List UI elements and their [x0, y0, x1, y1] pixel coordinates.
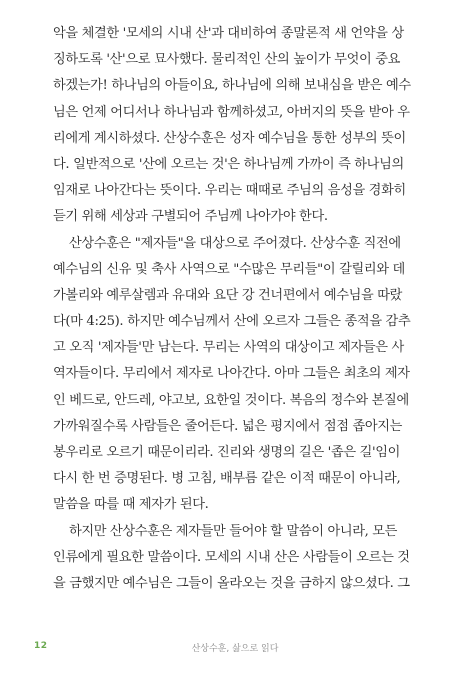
- text-line: 님은 언제 어디서나 하나님과 함께하셨고, 아버지의 뜻을 받아 우: [53, 104, 410, 120]
- text-line: 말씀을 따를 때 제자가 된다.: [53, 497, 209, 513]
- text-line: 역자들이다. 무리에서 제자로 나아간다. 아마 그들은 최초의 제자: [53, 366, 410, 382]
- text-line: 산상수훈은 "제자들"을 대상으로 주어졌다. 산상수훈 직전에: [69, 235, 401, 251]
- text-line: 가까워질수록 사람들은 줄어든다. 넓은 평지에서 점점 좁아지는: [53, 418, 403, 434]
- text-line: 다(마 4:25). 하지만 예수님께서 산에 오르자 그들은 종적을 감추: [53, 314, 411, 330]
- text-line: 다시 한 번 증명된다. 병 고침, 배부름 같은 이적 때문이 아니라,: [53, 471, 401, 487]
- text-line: 리에게 계시하셨다. 산상수훈은 성자 예수님을 통한 성부의 뜻이: [53, 130, 406, 146]
- paragraph-3: [53, 519, 427, 598]
- text-line: 봉우리로 오르기 때문이리라. 진리와 생명의 길은 '좁은 길'임이: [53, 445, 401, 460]
- text-line: 징하도록 '산'으로 묘사했다. 물리적인 산의 높이가 무엇이 중요: [53, 52, 401, 68]
- text-line: 다. 일반적으로 '산에 오르는 것'은 하나님께 가까이 즉 하나님의: [53, 156, 404, 172]
- text-line: 고 오직 '제자들'만 남는다. 무리는 사역의 대상이고 제자들은 사: [53, 340, 404, 356]
- text-line: 임재로 나아간다는 뜻이다. 우리는 때때로 주님의 음성을 경화히: [53, 183, 406, 199]
- text-line: 듣기 위해 세상과 구별되어 주님께 나아가야 한다.: [53, 209, 328, 225]
- text-line: 하겠는가! 하나님의 아들이요, 하나님에 의해 보내심을 받은 예수: [53, 78, 411, 94]
- text-line: 악을 체결한 '모세의 시내 산'과 대비하여 종말론적 새 언약을 상: [53, 26, 404, 41]
- running-title: 산상수훈, 삶으로 읽다: [191, 644, 279, 654]
- page-number: 12: [34, 641, 48, 651]
- paragraph-2: [53, 231, 427, 519]
- text-line: 가볼리와 예루살렘과 유대와 요단 강 건너편에서 예수님을 따랐: [53, 287, 403, 303]
- paragraph-1: [53, 21, 427, 231]
- text-line: 인류에게 필요한 말씀이다. 모세의 시내 산은 사람들이 오르는 것: [53, 549, 410, 565]
- text-line: 인 베드로, 안드레, 야고보, 요한일 것이다. 복음의 정수와 본질에: [53, 392, 409, 408]
- text-line: 을 금했지만 예수님은 그들이 올라오는 것을 금하지 않으셨다. 그: [53, 575, 410, 591]
- body-text: [53, 21, 427, 597]
- text-line: 예수님의 신유 및 축사 사역으로 "수많은 무리들"이 갈릴리와 데: [53, 261, 405, 277]
- text-line: 하지만 산상수훈은 제자들만 들어야 할 말씀이 아니라, 모든: [69, 523, 398, 539]
- page-footer: [0, 641, 470, 655]
